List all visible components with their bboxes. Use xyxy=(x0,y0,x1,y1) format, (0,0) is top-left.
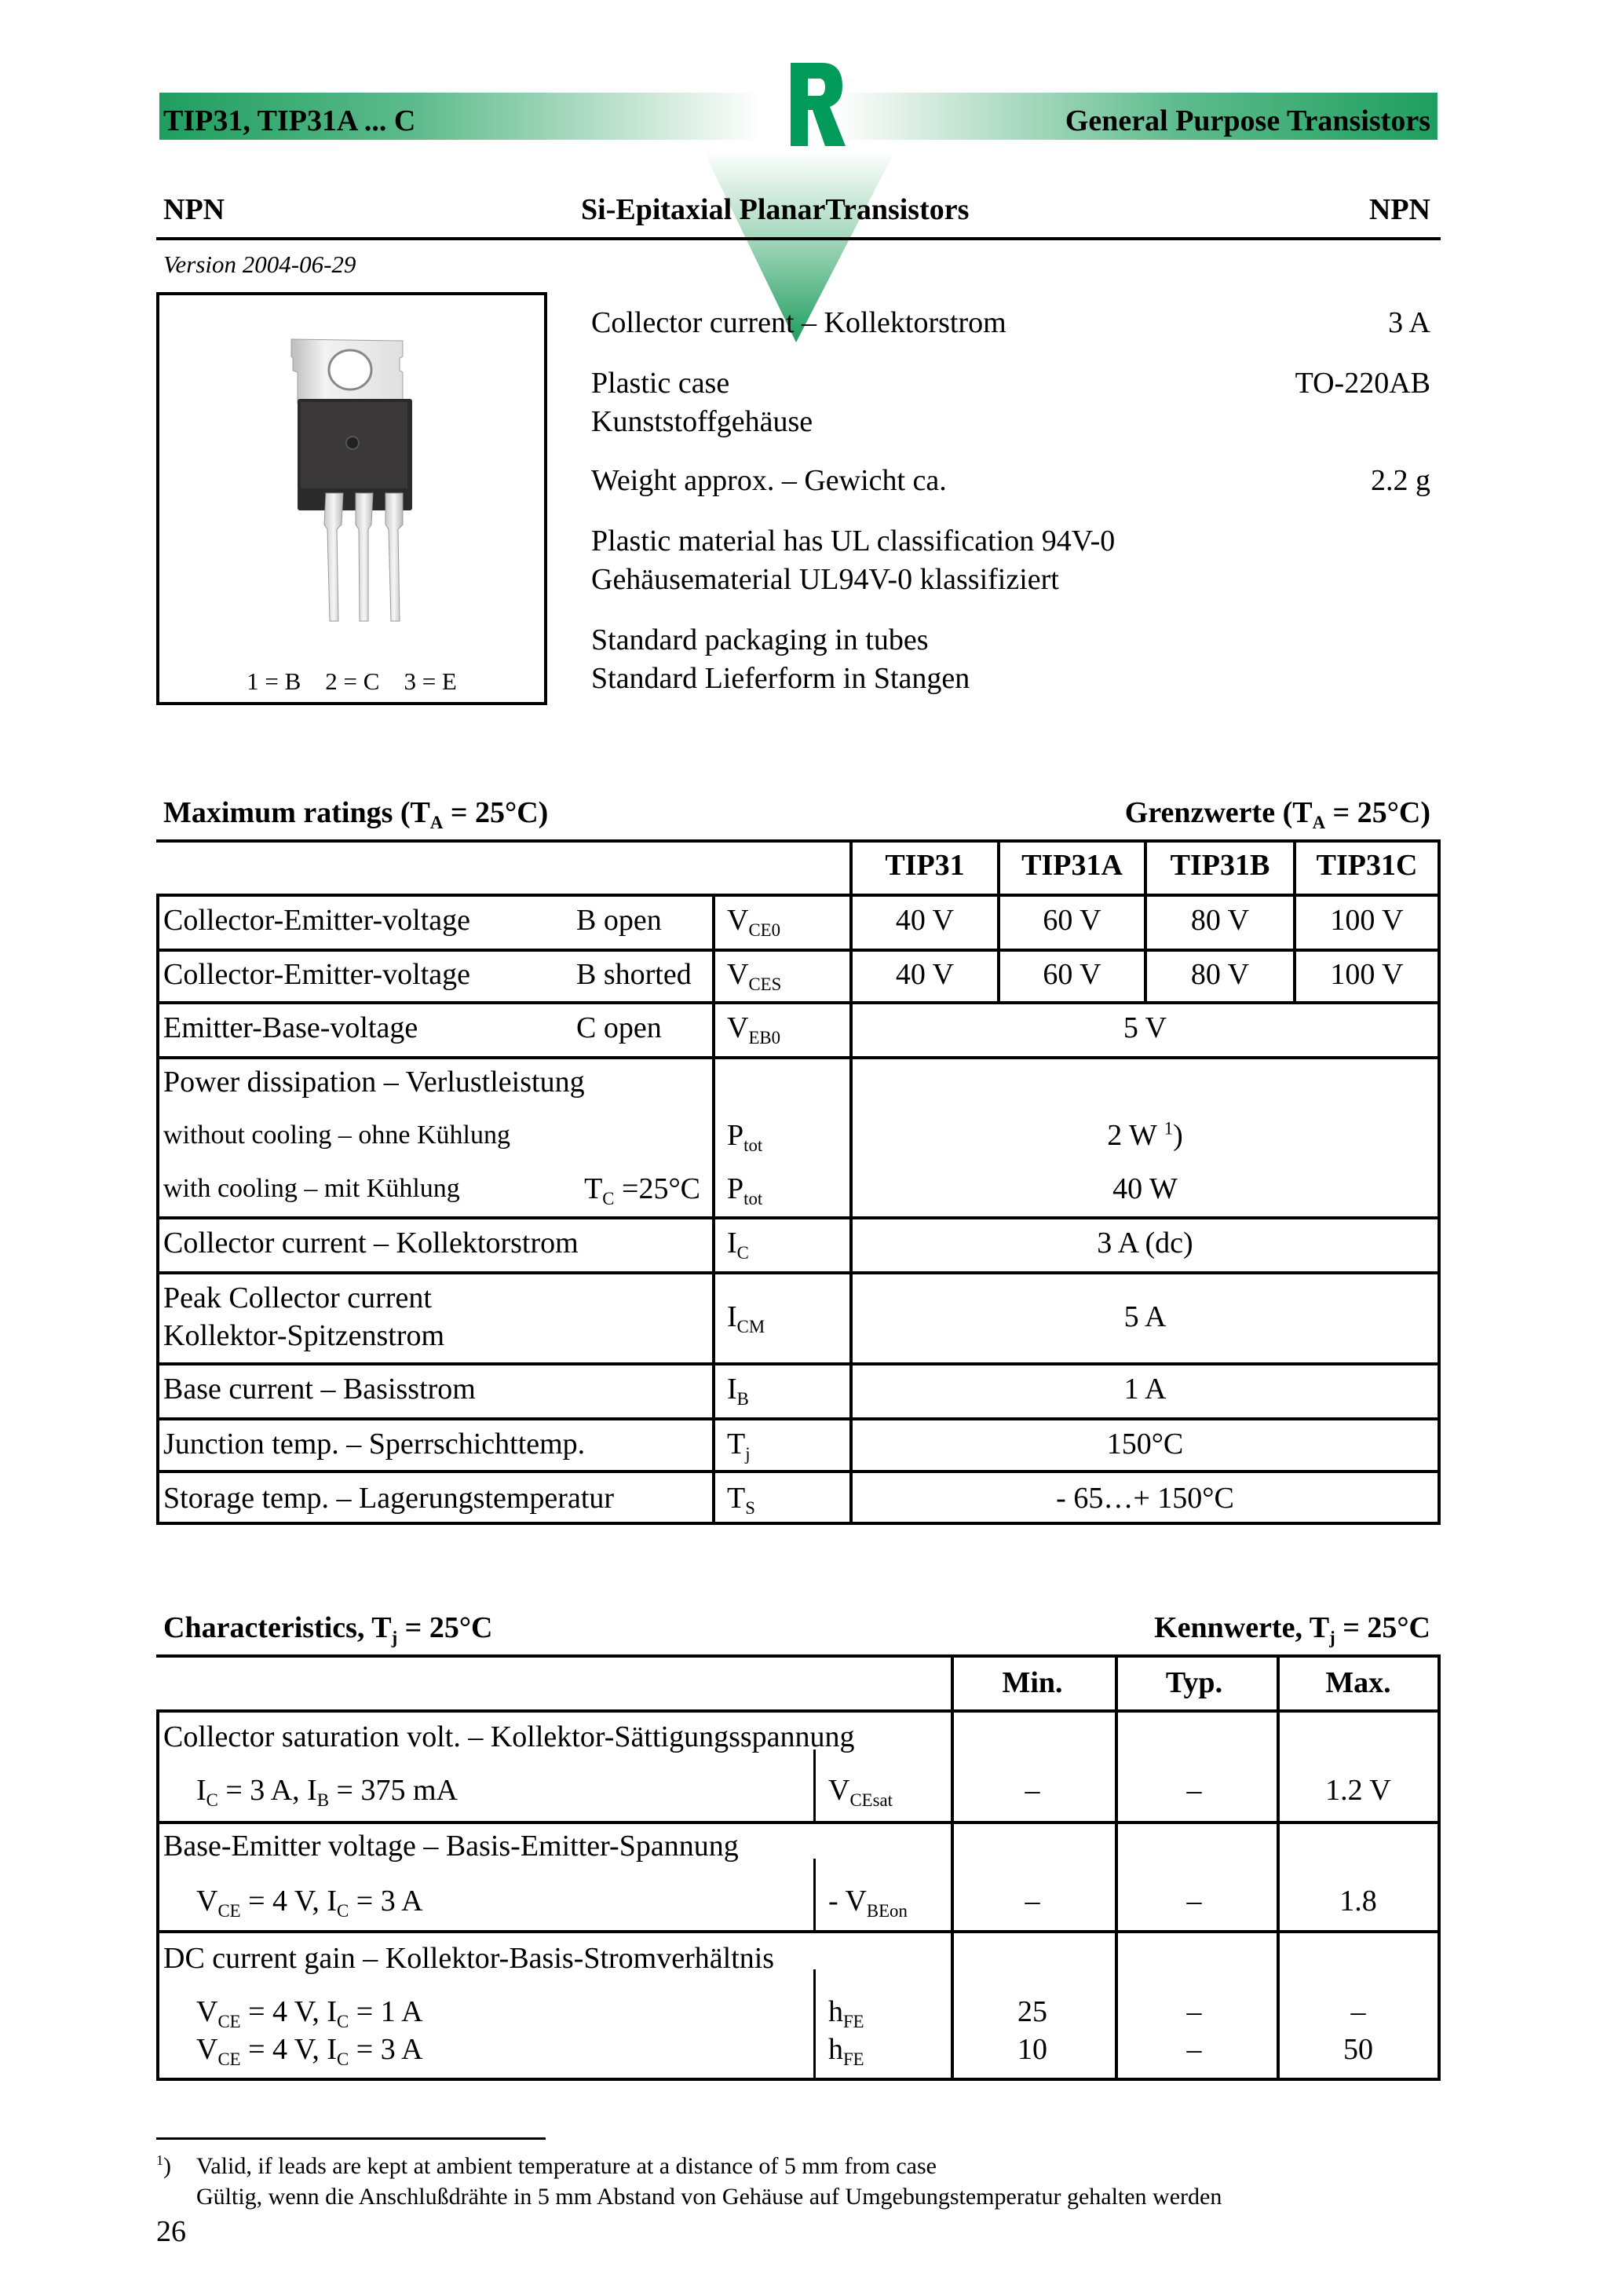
feature-value xyxy=(1371,463,1430,498)
param-label xyxy=(163,1065,585,1099)
param-label xyxy=(163,1372,476,1406)
text: TIP31C xyxy=(1316,849,1418,882)
product-category: General Purpose Transistors xyxy=(1065,104,1430,137)
param-label xyxy=(163,1318,444,1353)
symbol: I xyxy=(727,1227,737,1260)
text: Grenzwerte (T xyxy=(1124,796,1313,829)
max-ratings-title-de xyxy=(1125,795,1430,830)
feature-label xyxy=(591,305,1006,340)
text: 60 V xyxy=(1043,958,1101,991)
value xyxy=(1131,903,1602,938)
characteristics-title xyxy=(163,1610,492,1645)
text: 1 A xyxy=(1123,1373,1167,1406)
symbol: I xyxy=(327,1885,338,1918)
text: Junction temp. – Sperrschichttemp. xyxy=(163,1428,586,1461)
table-rule xyxy=(156,894,1441,897)
subscript: A xyxy=(1312,812,1326,832)
feature-value xyxy=(1295,366,1430,400)
text: Collector current – Kollektorstrom xyxy=(591,306,1006,339)
feature-value xyxy=(1388,305,1430,340)
text: Max. xyxy=(1325,1666,1391,1699)
subscript: C xyxy=(337,2049,349,2069)
table-rule xyxy=(156,2078,1441,2081)
text: Weight approx. – Gewicht ca. xyxy=(591,464,947,497)
text: 40 V xyxy=(895,958,955,991)
text: Gehäusematerial UL94V-0 klassifiziert xyxy=(591,563,1059,596)
text: TIP31 xyxy=(885,849,965,882)
feature-label xyxy=(591,623,929,657)
table-rule xyxy=(156,1930,1441,1933)
text: – xyxy=(1186,1995,1202,2028)
text: 60 V xyxy=(1043,904,1101,937)
text: – xyxy=(1186,2033,1202,2066)
value xyxy=(910,1172,1381,1206)
param-label xyxy=(163,957,470,992)
symbol: V xyxy=(727,1011,749,1044)
text: Plastic material has UL classification 94V-0 xyxy=(591,525,1116,558)
symbol: h xyxy=(828,2033,843,2066)
text: 1.2 V xyxy=(1325,1774,1391,1807)
symbol: V xyxy=(196,1885,218,1918)
text: = 25°C xyxy=(397,1611,493,1644)
symbol: P xyxy=(727,1119,744,1152)
text: 1.8 xyxy=(1339,1885,1377,1918)
text: 5 A xyxy=(1123,1300,1167,1333)
text: – xyxy=(1186,1885,1202,1918)
text: = 375 mA xyxy=(329,1774,458,1807)
subscript: FE xyxy=(843,2011,864,2031)
text: = 1 A xyxy=(349,1995,423,2028)
table-rule xyxy=(156,1216,1441,1219)
text: Standard packaging in tubes xyxy=(591,623,929,656)
text: TIP31B xyxy=(1170,849,1270,882)
param-label xyxy=(163,1011,418,1045)
symbol: T xyxy=(727,1428,746,1461)
subscript: CEsat xyxy=(849,1790,893,1810)
symbol: I xyxy=(196,1774,206,1807)
footnote-line-2: Gültig, wenn die Anschlußdrähte in 5 mm Abstand von Gehäuse auf Umgebungstemperatur gehalten werden xyxy=(196,2184,1222,2210)
param-label xyxy=(163,1829,739,1863)
symbol: P xyxy=(727,1172,744,1205)
value xyxy=(1131,957,1602,992)
subscript: C xyxy=(602,1188,615,1208)
subscript: tot xyxy=(743,1135,763,1155)
table-rule xyxy=(156,1654,1441,1658)
text: Standard Lieferform in Stangen xyxy=(591,662,970,695)
sub-param-label xyxy=(163,1172,460,1206)
value xyxy=(910,1427,1381,1461)
text: 50 xyxy=(1343,2033,1373,2066)
polarity-right: NPN xyxy=(1368,193,1430,226)
subscript: j xyxy=(391,1627,398,1647)
table-rule xyxy=(156,1001,1441,1004)
symbol: T xyxy=(727,1482,746,1515)
subscript: CE0 xyxy=(748,919,780,940)
param-label xyxy=(163,1427,585,1461)
symbol xyxy=(727,1226,749,1263)
condition xyxy=(576,957,692,992)
table-divider xyxy=(849,839,853,1525)
table-divider xyxy=(1438,839,1441,1525)
subtitle: Si-Epitaxial PlanarTransistors xyxy=(581,193,970,226)
text: 10 xyxy=(1017,2033,1047,2066)
text: Maximum ratings (T xyxy=(163,796,430,829)
subscript: CE xyxy=(217,2011,241,2031)
value-max xyxy=(1123,1994,1594,2029)
text: Collector current – Kollektorstrom xyxy=(163,1227,579,1260)
param-label xyxy=(163,1941,774,1976)
value xyxy=(910,1372,1381,1406)
value-max xyxy=(1123,2032,1594,2067)
subscript: EB0 xyxy=(748,1027,780,1047)
text: Collector-Emitter-voltage xyxy=(163,958,471,991)
header-rule xyxy=(156,237,1441,240)
subscript: C xyxy=(337,2011,349,2031)
table-rule xyxy=(156,1417,1441,1420)
text: 3 A (dc) xyxy=(1097,1227,1193,1260)
characteristics-title-de xyxy=(1154,1610,1430,1645)
table-rule xyxy=(156,1470,1441,1473)
text: - xyxy=(828,1885,846,1918)
symbol xyxy=(727,1118,762,1153)
column-header-max xyxy=(1123,1665,1594,1700)
text: = 3 A xyxy=(349,2033,423,2066)
symbol: I xyxy=(327,1995,338,2028)
footnote-rule xyxy=(156,2137,546,2140)
text: without cooling – ohne Kühlung xyxy=(163,1121,510,1150)
text: Peak Collector current xyxy=(163,1281,432,1314)
subscript: BEon xyxy=(866,1900,908,1921)
max-ratings-title xyxy=(163,795,548,830)
symbol: V xyxy=(727,958,749,991)
table-rule xyxy=(156,1522,1441,1525)
subscript: FE xyxy=(843,2049,864,2069)
text: Storage temp. – Lagerungstemperatur xyxy=(163,1482,615,1515)
subscript: CM xyxy=(736,1316,765,1336)
value xyxy=(910,1226,1381,1260)
symbol: h xyxy=(828,1995,843,2028)
condition xyxy=(584,1172,700,1206)
text: 80 V xyxy=(1190,958,1250,991)
symbol: I xyxy=(327,2033,338,2066)
text: = 4 V, xyxy=(240,1995,327,2028)
text: Collector-Emitter-voltage xyxy=(163,904,471,937)
text: – xyxy=(1186,1774,1202,1807)
table-divider xyxy=(156,1709,159,2081)
condition xyxy=(576,903,662,938)
text: – xyxy=(1025,1774,1040,1807)
text: - 65…+ 150°C xyxy=(1056,1482,1234,1515)
text: 2 W xyxy=(1107,1119,1157,1152)
table-rule xyxy=(156,1056,1441,1059)
text: Min. xyxy=(1002,1666,1063,1699)
text: Base-Emitter voltage – Basis-Emitter-Spannung xyxy=(163,1830,739,1863)
value xyxy=(910,1481,1381,1515)
footnote-mark xyxy=(156,2152,171,2181)
param-label xyxy=(163,1481,614,1515)
table-rule xyxy=(156,1271,1441,1274)
text: – xyxy=(1350,1995,1366,2028)
subscript: B xyxy=(736,1388,749,1409)
test-condition xyxy=(196,1773,458,1808)
value xyxy=(910,1011,1381,1045)
text: = 25°C) xyxy=(1325,796,1430,829)
pinout-legend: 1 = B 2 = C 3 = E xyxy=(247,667,457,695)
page-number: 26 xyxy=(156,2215,186,2248)
text: Plastic case xyxy=(591,367,730,400)
text: Kunststoffgehäuse xyxy=(591,405,813,438)
text: TIP31A xyxy=(1021,849,1123,882)
subscript: C xyxy=(206,1790,218,1810)
text: B shorted xyxy=(576,958,692,991)
subscript: tot xyxy=(743,1188,763,1208)
feature-label xyxy=(591,524,1115,558)
table-rule xyxy=(156,1709,1441,1713)
text: 25 xyxy=(1017,1995,1047,2028)
text: = 4 V, xyxy=(240,2033,327,2066)
table-rule xyxy=(156,1821,1441,1824)
footnote-line-1: Valid, if leads are kept at ambient temperature at a distance of 5 mm from case xyxy=(196,2153,937,2179)
text: B open xyxy=(576,904,662,937)
symbol: V xyxy=(196,1995,218,2028)
table-divider xyxy=(156,894,159,1525)
subscript: j xyxy=(1329,1627,1335,1647)
text: = 4 V, xyxy=(240,1885,327,1918)
symbol: I xyxy=(307,1774,317,1807)
value xyxy=(910,1300,1381,1334)
feature-label xyxy=(591,463,947,498)
text: DC current gain – Kollektor-Basis-Stromverhältnis xyxy=(163,1942,775,1975)
sub-param-label xyxy=(163,1118,510,1153)
symbol xyxy=(727,1427,751,1464)
test-condition xyxy=(196,1994,423,2029)
footnote-mark-paren: ) xyxy=(163,2153,171,2179)
footnote-mark-number: 1 xyxy=(156,2152,163,2169)
package-image-box xyxy=(156,292,547,705)
column-header-tip31c xyxy=(1131,848,1602,883)
text: 40 V xyxy=(895,904,955,937)
text: 80 V xyxy=(1190,904,1250,937)
text: Emitter-Base-voltage xyxy=(163,1011,418,1044)
brand-logo xyxy=(773,61,852,148)
subscript: CE xyxy=(217,1900,241,1921)
symbol: I xyxy=(727,1373,737,1406)
text: Base current – Basisstrom xyxy=(163,1373,476,1406)
footnote-ref: 1 xyxy=(1164,1118,1174,1139)
param-label xyxy=(163,1720,855,1754)
version: Version 2004-06-29 xyxy=(163,250,356,278)
text xyxy=(1156,1119,1164,1152)
value-max xyxy=(1123,1884,1594,1918)
text: C open xyxy=(576,1011,662,1044)
feature-label xyxy=(591,562,1059,597)
text: Typ. xyxy=(1165,1666,1223,1699)
feature-label xyxy=(591,404,813,439)
text: 3 A xyxy=(1388,306,1430,339)
value xyxy=(910,1118,1381,1153)
text: TO-220AB xyxy=(1295,367,1430,400)
transistor-to220-image xyxy=(159,295,544,702)
subscript: C xyxy=(736,1242,749,1263)
symbol xyxy=(727,1300,765,1334)
table-rule xyxy=(156,949,1441,952)
subscript: CES xyxy=(748,974,782,994)
test-condition xyxy=(196,1884,423,1921)
polarity-left: NPN xyxy=(163,193,225,226)
subscript: j xyxy=(745,1443,751,1464)
symbol xyxy=(727,1372,749,1409)
text: = 3 A xyxy=(349,1885,423,1918)
symbol: I xyxy=(727,1300,737,1333)
text: = 25°C) xyxy=(443,796,549,829)
symbol: V xyxy=(828,1774,850,1807)
feature-label xyxy=(591,661,970,696)
text: – xyxy=(1025,1885,1040,1918)
subscript: C xyxy=(337,1900,349,1921)
text: Power dissipation – Verlustleistung xyxy=(163,1066,585,1099)
text: Kennwerte, T xyxy=(1154,1611,1330,1644)
subscript: A xyxy=(429,812,444,832)
text: 40 W xyxy=(1112,1172,1178,1205)
text: with cooling – mit Kühlung xyxy=(163,1174,460,1203)
text: Collector saturation volt. – Kollektor-Sättigungsspannung xyxy=(163,1720,855,1753)
text: ) xyxy=(1173,1119,1183,1152)
symbol xyxy=(727,1011,780,1045)
text: = 3 A, xyxy=(217,1774,308,1807)
symbol: V xyxy=(196,2033,218,2066)
text: 100 V xyxy=(1330,958,1404,991)
test-condition xyxy=(196,2032,423,2067)
text: 2.2 g xyxy=(1371,464,1430,497)
param-label xyxy=(163,1281,432,1315)
symbol: T xyxy=(584,1172,603,1205)
symbol xyxy=(727,1172,762,1206)
param-label xyxy=(163,903,470,938)
symbol xyxy=(727,1481,755,1518)
text: 150°C xyxy=(1106,1428,1184,1461)
text: Kollektor-Spitzenstrom xyxy=(163,1319,445,1352)
feature-label xyxy=(591,366,729,400)
subscript: B xyxy=(316,1790,330,1810)
text: 5 V xyxy=(1123,1011,1167,1044)
subscript: S xyxy=(745,1497,755,1518)
table-rule xyxy=(156,1362,1441,1366)
table-rule xyxy=(156,839,1441,843)
part-numbers: TIP31, TIP31A ... C xyxy=(163,104,416,137)
condition xyxy=(576,1011,662,1045)
text: =25°C xyxy=(614,1172,700,1205)
text: Characteristics, T xyxy=(163,1611,392,1644)
text: 100 V xyxy=(1330,904,1404,937)
text: = 25°C xyxy=(1335,1611,1430,1644)
subscript: CE xyxy=(217,2049,241,2069)
symbol: V xyxy=(727,904,749,937)
value-max xyxy=(1123,1773,1594,1808)
param-label xyxy=(163,1226,579,1260)
symbol: V xyxy=(845,1885,867,1918)
